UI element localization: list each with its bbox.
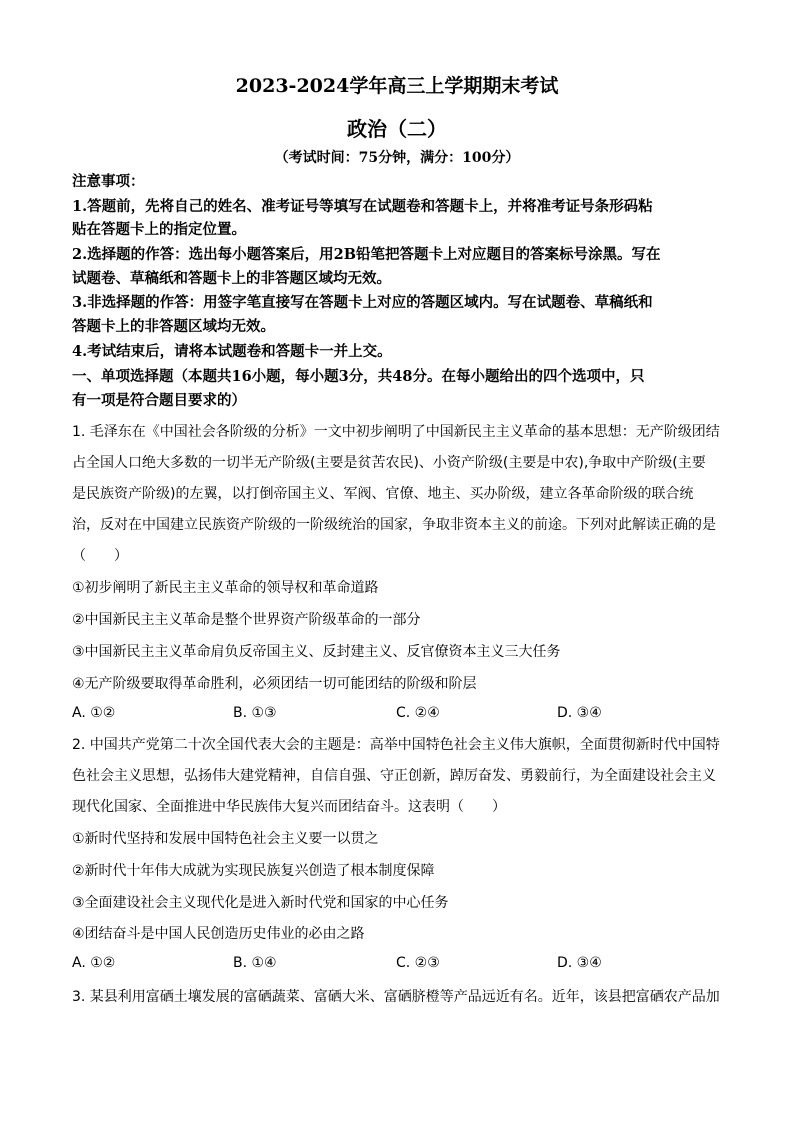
statement-item: ④团结奋斗是中国人民创造历史伟业的必由之路 xyxy=(72,926,365,942)
option-b: B. ①③ xyxy=(233,705,277,721)
note-line: 4.考试结束后，请将本试题卷和答题卡一并上交。 xyxy=(72,343,392,360)
option-a: A. ①② xyxy=(72,955,116,971)
question-text: 3. 某县利用富硒土壤发展的富硒蔬菜、富硒大米、富硒脐橙等产品远近有名。近年，该县把富硒农产品加 xyxy=(72,989,720,1005)
question-text: 现代化国家、全面推进中华民族伟大复兴而团结奋斗。这表明（ ） xyxy=(72,799,506,815)
notes-heading: 注意事项： xyxy=(72,173,145,190)
statement-item: ④无产阶级要取得革命胜利，必须团结一切可能团结的阶级和阶层 xyxy=(72,676,477,692)
question-text: 色社会主义思想，弘扬伟大建党精神，自信自强、守正创新，踔厉奋发、勇毅前行，为全面建设社会主义 xyxy=(72,768,716,784)
option-b: B. ①④ xyxy=(233,955,277,971)
option-d: D. ③④ xyxy=(557,705,602,721)
note-line: 答题卡上的非答题区域均无效。 xyxy=(72,318,275,335)
statement-item: ①初步阐明了新民主主义革命的领导权和革命道路 xyxy=(72,580,379,596)
option-c: C. ②③ xyxy=(396,955,440,971)
exam-time-info: （考试时间：75分钟，满分：100分） xyxy=(274,150,520,166)
note-line: 3.非选择题的作答：用签字笔直接写在答题卡上对应的答题区域内。写在试题卷、草稿纸和 xyxy=(72,294,653,311)
note-line: 2.选择题的作答：选出每小题答案后，用2B铅笔把答题卡上对应题目的答案标号涂黑。写在 xyxy=(72,246,661,263)
statement-item: ③中国新民主主义革命肩负反帝国主义、反封建主义、反官僚资本主义三大任务 xyxy=(72,644,561,660)
section-line: 一、单项选择题（本题共16小题，每小题3分，共48分。在每小题给出的四个选项中，只 xyxy=(72,368,645,385)
statement-item: ①新时代坚持和发展中国特色社会主义要一以贯之 xyxy=(72,831,379,847)
question-text: 1. 毛泽东在《中国社会各阶级的分析》一文中初步阐明了中国新民主主义革命的基本思想：无产阶级团结 xyxy=(72,424,720,440)
statement-item: ③全面建设社会主义现代化是进入新时代党和国家的中心任务 xyxy=(72,895,449,911)
statement-item: ②中国新民主主义革命是整个世界资产阶级革命的一部分 xyxy=(72,612,421,628)
question-text: 治，反对在中国建立民族资产阶级的一阶级统治的国家，争取非资本主义的前途。下列对此解读正确的是 xyxy=(72,517,716,533)
note-line: 1.答题前，先将自己的姓名、准考证号等填写在试题卷和答题卡上，并将准考证号条形码粘 xyxy=(72,198,653,215)
question-text: 2. 中国共产党第二十次全国代表大会的主题是：高举中国特色社会主义伟大旗帜，全面贯彻新时代中国特 xyxy=(72,737,720,753)
option-d: D. ③④ xyxy=(557,955,602,971)
option-c: C. ②④ xyxy=(396,705,440,721)
question-blank: （ ） xyxy=(72,548,128,564)
exam-title: 2023-2024学年高三上学期期末考试 xyxy=(235,75,559,97)
option-a: A. ①② xyxy=(72,705,116,721)
note-line: 贴在答题卡上的指定位置。 xyxy=(72,221,246,238)
statement-item: ②新时代十年伟大成就为实现民族复兴创造了根本制度保障 xyxy=(72,863,435,879)
note-line: 试题卷、草稿纸和答题卡上的非答题区域均无效。 xyxy=(72,270,391,287)
question-text: 占全国人口绝大多数的一切半无产阶级(主要是贫苦农民)、小资产阶级(主要是中农),争取中产阶级(主要 xyxy=(72,455,706,471)
exam-subject: 政治（二） xyxy=(347,117,447,141)
question-text: 是民族资产阶级)的左翼，以打倒帝国主义、军阀、官僚、地主、买办阶级，建立各革命阶级的联合统 xyxy=(72,486,694,502)
section-line: 有一项是符合题目要求的） xyxy=(72,392,246,409)
